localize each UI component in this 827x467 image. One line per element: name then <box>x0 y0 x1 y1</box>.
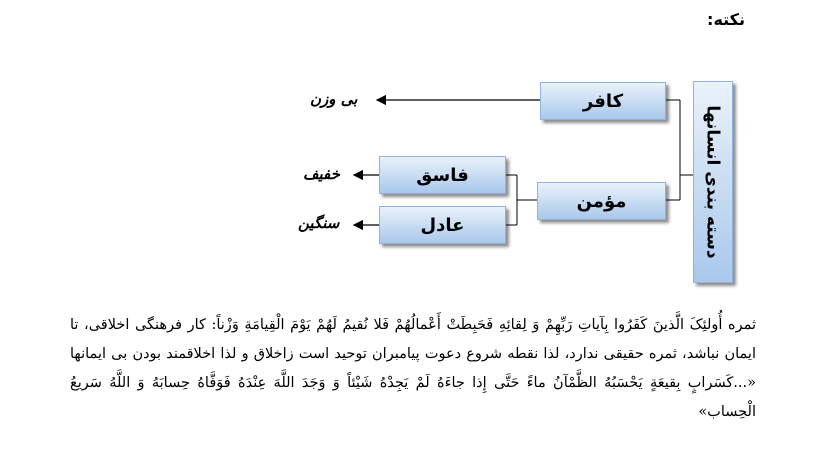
result-adil-label: سنگین <box>298 214 340 232</box>
result-kafir-label: بی وزن <box>310 90 358 108</box>
adil-label: عادل <box>420 214 465 236</box>
root-box <box>693 81 733 283</box>
fasiq-label: فاسق <box>416 164 469 186</box>
momin-box <box>537 182 666 220</box>
momin-label: مؤمن <box>576 190 627 212</box>
adil-box <box>379 206 506 244</box>
fasiq-box <box>379 156 506 194</box>
kafir-label: کافر <box>582 90 624 112</box>
note-heading: نکته: <box>707 10 745 29</box>
result-fasiq-label: خفیف <box>303 165 340 183</box>
explanation-paragraph: ثمره أُولئِکَ الَّذینَ کَفَرُوا بِآیاتِ رَبِّهِمْ وَ لِقائِهِ فَحَبِطَتْ أَعْمالُهُمْ فَلا نُقیمُ لَهُمْ یَوْمَ الْقِیامَةِ وَزْناً: کار فرهنگی اخلاقی، تا ایمان نباشد، ثمره حقیقی ندارد، لذا نقطه شروع دعوت پیامبران توحید است زاخلاق و لذا اخلاقمند بودن بی ایمانها «...کَسَرابٍ بِقیعَةٍ یَحْسَبُهُ الظَّمْآنُ ماءً حَتَّی إِذا جاءَهُ لَمْ یَجِدْهُ شَیْئاً وَ وَجَدَ اللَّهَ عِنْدَهُ فَوَفَّاهُ حِسابَهُ وَ اللَّهُ سَریعُ الْحِساب» <box>70 317 756 420</box>
kafir-box <box>540 82 666 120</box>
root-label: دسته بندی انسانها <box>702 105 723 259</box>
